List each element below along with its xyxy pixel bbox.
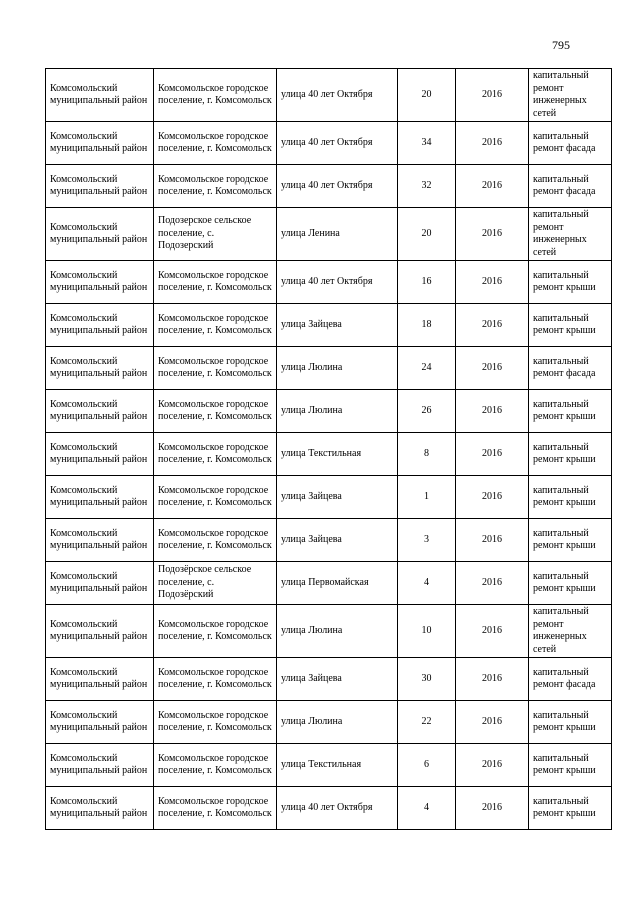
- cell-district: Комсомольский муниципальный район: [46, 433, 154, 476]
- cell-district: Комсомольский муниципальный район: [46, 701, 154, 744]
- cell-house-number: 3: [398, 519, 456, 562]
- cell-settlement: Комсомольское городское поселение, г. Комсомольск: [154, 658, 277, 701]
- cell-work-type: капитальный ремонт крыши: [529, 701, 612, 744]
- cell-district: Комсомольский муниципальный район: [46, 519, 154, 562]
- cell-street: улица 40 лет Октября: [277, 165, 398, 208]
- cell-street: улица Первомайская: [277, 562, 398, 605]
- cell-street: улица Зайцева: [277, 658, 398, 701]
- table-row: [46, 787, 612, 830]
- cell-settlement: Подозерское сельское поселение, с. Подозерский: [154, 208, 277, 261]
- table-row: [46, 390, 612, 433]
- cell-year: 2016: [456, 69, 529, 122]
- cell-district: Комсомольский муниципальный район: [46, 122, 154, 165]
- cell-work-type: капитальный ремонт крыши: [529, 476, 612, 519]
- cell-work-type: капитальный ремонт крыши: [529, 390, 612, 433]
- cell-work-type: капитальный ремонт инженерных сетей: [529, 69, 612, 122]
- cell-year: 2016: [456, 701, 529, 744]
- table-row: [46, 165, 612, 208]
- cell-year: 2016: [456, 562, 529, 605]
- cell-settlement: Комсомольское городское поселение, г. Комсомольск: [154, 304, 277, 347]
- cell-house-number: 26: [398, 390, 456, 433]
- cell-district: Комсомольский муниципальный район: [46, 304, 154, 347]
- cell-year: 2016: [456, 787, 529, 830]
- cell-house-number: 24: [398, 347, 456, 390]
- table-row: [46, 347, 612, 390]
- table-row: [46, 744, 612, 787]
- cell-street: улица 40 лет Октября: [277, 122, 398, 165]
- cell-year: 2016: [456, 519, 529, 562]
- cell-house-number: 4: [398, 787, 456, 830]
- table-body: [46, 69, 612, 830]
- cell-settlement: Комсомольское городское поселение, г. Комсомольск: [154, 347, 277, 390]
- cell-work-type: капитальный ремонт инженерных сетей: [529, 605, 612, 658]
- cell-district: Комсомольский муниципальный район: [46, 562, 154, 605]
- cell-settlement: Комсомольское городское поселение, г. Комсомольск: [154, 519, 277, 562]
- cell-house-number: 16: [398, 261, 456, 304]
- housing-repair-table: [45, 68, 612, 830]
- cell-district: Комсомольский муниципальный район: [46, 165, 154, 208]
- table-row: [46, 122, 612, 165]
- table-row: [46, 658, 612, 701]
- cell-house-number: 1: [398, 476, 456, 519]
- cell-settlement: Комсомольское городское поселение, г. Комсомольск: [154, 69, 277, 122]
- page-number: 795: [552, 38, 570, 52]
- cell-district: Комсомольский муниципальный район: [46, 744, 154, 787]
- cell-house-number: 30: [398, 658, 456, 701]
- cell-settlement: Комсомольское городское поселение, г. Комсомольск: [154, 165, 277, 208]
- table-row: [46, 476, 612, 519]
- cell-settlement: Комсомольское городское поселение, г. Комсомольск: [154, 476, 277, 519]
- table-row: [46, 261, 612, 304]
- cell-work-type: капитальный ремонт крыши: [529, 744, 612, 787]
- cell-year: 2016: [456, 347, 529, 390]
- cell-settlement: Комсомольское городское поселение, г. Комсомольск: [154, 744, 277, 787]
- cell-year: 2016: [456, 390, 529, 433]
- cell-house-number: 20: [398, 208, 456, 261]
- cell-house-number: 6: [398, 744, 456, 787]
- cell-street: улица Люлина: [277, 347, 398, 390]
- cell-street: улица Зайцева: [277, 304, 398, 347]
- cell-street: улица Люлина: [277, 701, 398, 744]
- cell-year: 2016: [456, 744, 529, 787]
- cell-work-type: капитальный ремонт фасада: [529, 658, 612, 701]
- cell-street: улица 40 лет Октября: [277, 69, 398, 122]
- cell-settlement: Комсомольское городское поселение, г. Комсомольск: [154, 605, 277, 658]
- cell-work-type: капитальный ремонт крыши: [529, 519, 612, 562]
- cell-district: Комсомольский муниципальный район: [46, 787, 154, 830]
- table-row: [46, 69, 612, 122]
- cell-settlement: Подозёрское сельское поселение, с. Подозёрский: [154, 562, 277, 605]
- cell-house-number: 10: [398, 605, 456, 658]
- cell-house-number: 32: [398, 165, 456, 208]
- cell-work-type: капитальный ремонт крыши: [529, 562, 612, 605]
- cell-house-number: 4: [398, 562, 456, 605]
- cell-street: улица Ленина: [277, 208, 398, 261]
- cell-work-type: капитальный ремонт крыши: [529, 261, 612, 304]
- table-row: [46, 701, 612, 744]
- cell-street: улица Зайцева: [277, 476, 398, 519]
- cell-settlement: Комсомольское городское поселение, г. Комсомольск: [154, 787, 277, 830]
- cell-year: 2016: [456, 658, 529, 701]
- table-row: [46, 433, 612, 476]
- cell-street: улица Текстильная: [277, 433, 398, 476]
- cell-street: улица Текстильная: [277, 744, 398, 787]
- cell-street: улица Люлина: [277, 605, 398, 658]
- cell-house-number: 22: [398, 701, 456, 744]
- cell-street: улица 40 лет Октября: [277, 261, 398, 304]
- cell-work-type: капитальный ремонт крыши: [529, 304, 612, 347]
- cell-district: Комсомольский муниципальный район: [46, 605, 154, 658]
- cell-district: Комсомольский муниципальный район: [46, 69, 154, 122]
- table-row: [46, 519, 612, 562]
- table-row: [46, 605, 612, 658]
- cell-district: Комсомольский муниципальный район: [46, 208, 154, 261]
- cell-work-type: капитальный ремонт крыши: [529, 433, 612, 476]
- cell-street: улица 40 лет Октября: [277, 787, 398, 830]
- table-row: [46, 304, 612, 347]
- cell-district: Комсомольский муниципальный район: [46, 261, 154, 304]
- cell-year: 2016: [456, 165, 529, 208]
- cell-year: 2016: [456, 605, 529, 658]
- cell-street: улица Люлина: [277, 390, 398, 433]
- cell-settlement: Комсомольское городское поселение, г. Комсомольск: [154, 122, 277, 165]
- cell-house-number: 8: [398, 433, 456, 476]
- cell-street: улица Зайцева: [277, 519, 398, 562]
- cell-work-type: капитальный ремонт инженерных сетей: [529, 208, 612, 261]
- cell-year: 2016: [456, 304, 529, 347]
- table-row: [46, 208, 612, 261]
- cell-work-type: капитальный ремонт фасада: [529, 122, 612, 165]
- table-row: [46, 562, 612, 605]
- cell-work-type: капитальный ремонт фасада: [529, 347, 612, 390]
- cell-settlement: Комсомольское городское поселение, г. Комсомольск: [154, 433, 277, 476]
- cell-settlement: Комсомольское городское поселение, г. Комсомольск: [154, 261, 277, 304]
- cell-house-number: 18: [398, 304, 456, 347]
- cell-year: 2016: [456, 433, 529, 476]
- cell-year: 2016: [456, 476, 529, 519]
- cell-year: 2016: [456, 122, 529, 165]
- cell-year: 2016: [456, 261, 529, 304]
- cell-district: Комсомольский муниципальный район: [46, 390, 154, 433]
- cell-year: 2016: [456, 208, 529, 261]
- cell-work-type: капитальный ремонт фасада: [529, 165, 612, 208]
- cell-settlement: Комсомольское городское поселение, г. Комсомольск: [154, 701, 277, 744]
- cell-settlement: Комсомольское городское поселение, г. Комсомольск: [154, 390, 277, 433]
- cell-district: Комсомольский муниципальный район: [46, 476, 154, 519]
- cell-house-number: 34: [398, 122, 456, 165]
- cell-district: Комсомольский муниципальный район: [46, 658, 154, 701]
- cell-work-type: капитальный ремонт крыши: [529, 787, 612, 830]
- cell-house-number: 20: [398, 69, 456, 122]
- cell-district: Комсомольский муниципальный район: [46, 347, 154, 390]
